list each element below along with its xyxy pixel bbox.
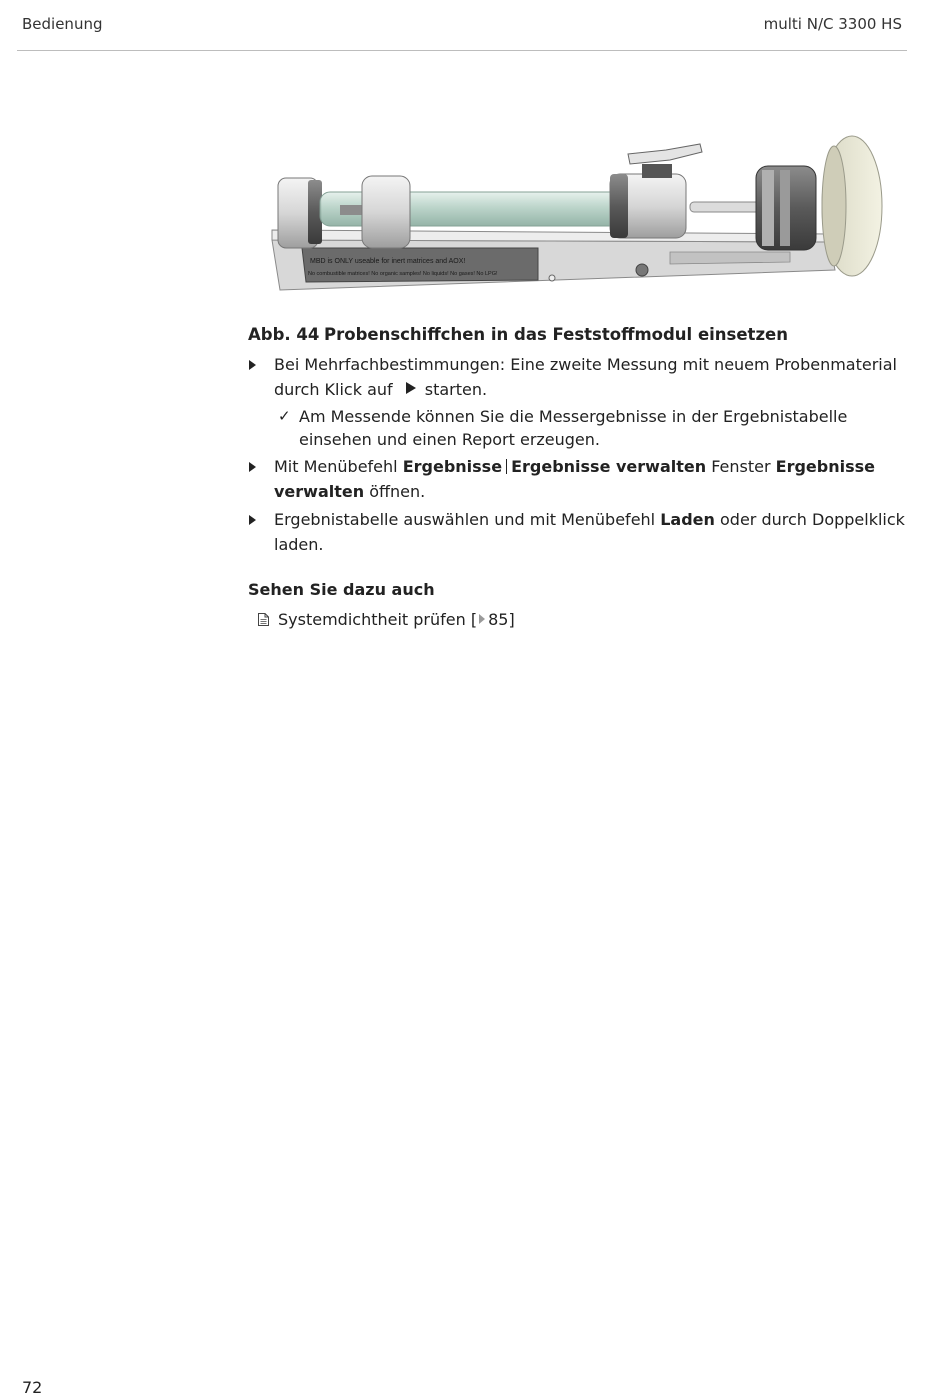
- step-text: Mit Menübefehl: [274, 457, 398, 476]
- solids-module-drawing: [270, 130, 886, 296]
- main-content: [248, 322, 918, 633]
- checkmark-icon: ✓: [278, 407, 291, 425]
- link-text[interactable]: Systemdichtheit prüfen: [278, 610, 466, 629]
- solids-module-illustration: [270, 130, 886, 296]
- step-text: Fenster: [711, 457, 771, 476]
- menu-separator: [506, 459, 507, 474]
- step-arrow-icon: [249, 360, 256, 370]
- menu-command: Laden: [660, 510, 715, 529]
- warning-label-line2: No combustible matrices! No organic samples! No liquids! No gases! No LPG!: [308, 271, 498, 277]
- warning-label-line1: MBD is ONLY useable for inert matrices and AOX!: [310, 258, 466, 265]
- see-also-heading: Sehen Sie dazu auch: [248, 580, 435, 599]
- link-page[interactable]: 85: [488, 610, 509, 629]
- step-text: Bei Mehrfachbestimmungen: Eine zweite Messung mit neuem Probenmaterial durch Klick auf: [274, 355, 897, 399]
- instruction-step: [248, 507, 918, 557]
- window-name: Ergebnisse verwalten: [274, 457, 875, 501]
- menu-name: Ergebnisse: [402, 457, 503, 476]
- instruction-step: [248, 352, 918, 402]
- step-text: öffnen.: [369, 482, 426, 501]
- menu-command: Ergebnisse verwalten: [511, 457, 707, 476]
- page-number: 72: [22, 1378, 43, 1397]
- document-icon: [258, 613, 269, 626]
- caption-text: Probenschiffchen in das Feststoffmodul einsetzen: [324, 325, 788, 344]
- cross-reference-link[interactable]: Systemdichtheit prüfen [ 85]: [248, 607, 918, 633]
- result-text: Am Messende können Sie die Messergebnisse in der Ergebnistabelle einsehen und einen Report erzeugen.: [299, 407, 848, 449]
- page-reference-icon: [479, 614, 485, 624]
- step-arrow-icon: [249, 462, 256, 472]
- play-icon: [406, 382, 416, 394]
- figure-caption: [248, 322, 918, 348]
- step-text: Ergebnistabelle auswählen und mit Menübefehl: [274, 510, 656, 529]
- step-result: [248, 405, 918, 451]
- header-divider: [17, 50, 907, 51]
- instruction-step: [248, 454, 918, 504]
- caption-number: Abb. 44: [248, 325, 320, 344]
- running-header-section: Bedienung: [22, 15, 103, 33]
- step-text: starten.: [424, 380, 488, 399]
- running-header-product: multi N/C 3300 HS: [763, 15, 902, 33]
- step-text: oder durch Doppelklick laden.: [274, 510, 905, 554]
- step-arrow-icon: [249, 515, 256, 525]
